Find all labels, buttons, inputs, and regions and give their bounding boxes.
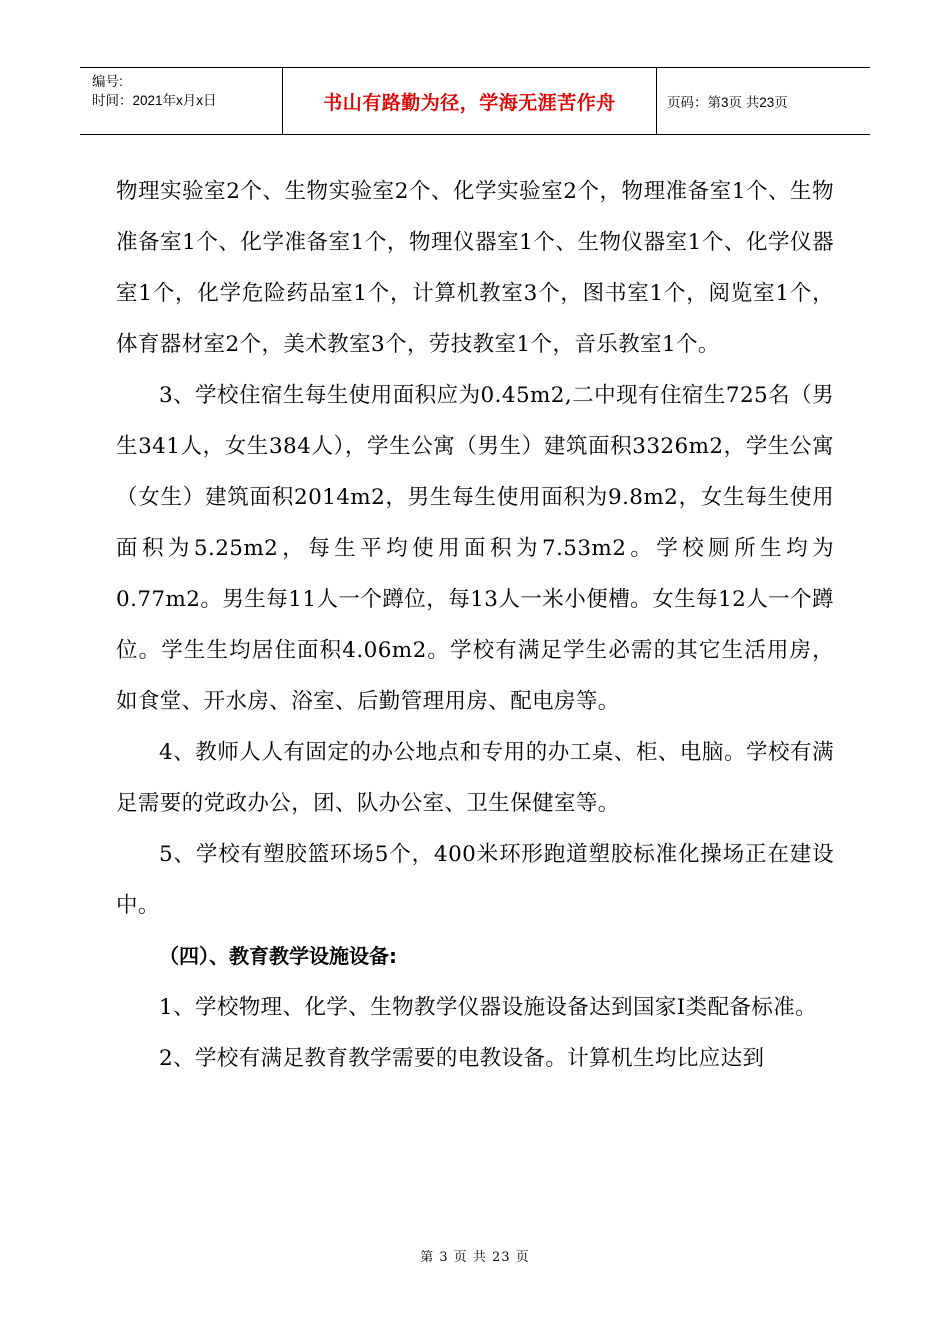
body-paragraph-instruments: 1、学校物理、化学、生物教学仪器设施设备达到国家I类配备标准。 bbox=[159, 995, 818, 1020]
body-paragraph-dormitory: 3、学校住宿生每生使用面积应为0.45m2,二中现有住宿生725名（男生341人，女生384人），学生公寓（男生）建筑面积3326m2，学生公寓（女生）建筑面积2014m2，男生每生使用面积为9.8m2，女生每生使用面积为5.25m2，每生平均使用面积为7.53m2。学校厕所生均为0.77m2。男生每11人一个蹲位，每13人一米小便槽。女生每12人一个蹲位。学生生均居住面积4.06m2。学校有满足学生必需的其它生活用房，如食堂、开水房、浴室、后勤管理用房、配电房等。 bbox=[116, 383, 834, 714]
page-footer: 第 3 页 共 23 页 bbox=[420, 1250, 530, 1265]
header-motto: 书山有路勤为径，学海无涯苦作舟 bbox=[283, 68, 657, 134]
section-heading-facilities: （四）、教育教学设施设备: bbox=[159, 944, 397, 968]
document-time: 时间：2021年x月x日 bbox=[92, 93, 217, 108]
header-page-info: 页码：第3页 共23页 bbox=[667, 95, 788, 110]
document-body bbox=[116, 166, 834, 1084]
header-meta bbox=[80, 68, 283, 134]
body-paragraph-rooms: 物理实验室2个、生物实验室2个、化学实验室2个，物理准备室1个、生物准备室1个、化学准备室1个，物理仪器室1个、生物仪器室1个、化学仪器室1个，化学危险药品室1个，计算机教室3个，图书室1个，阅览室1个，体育器材室2个，美术教室3个，劳技教室1个，音乐教室1个。 bbox=[116, 179, 834, 357]
body-paragraph-sports: 5、学校有塑胶篮环场5个，400米环形跑道塑胶标准化操场正在建设中。 bbox=[116, 842, 834, 918]
page-header bbox=[80, 67, 870, 135]
body-paragraph-offices: 4、教师人人有固定的办公地点和专用的办工桌、柜、电脑。学校有满足需要的党政办公，团、队办公室、卫生保健室等。 bbox=[116, 740, 834, 816]
body-paragraph-av-equipment: 2、学校有满足教育教学需要的电教设备。计算机生均比应达到 bbox=[159, 1046, 765, 1071]
document-number-label: 编号: bbox=[92, 74, 123, 89]
